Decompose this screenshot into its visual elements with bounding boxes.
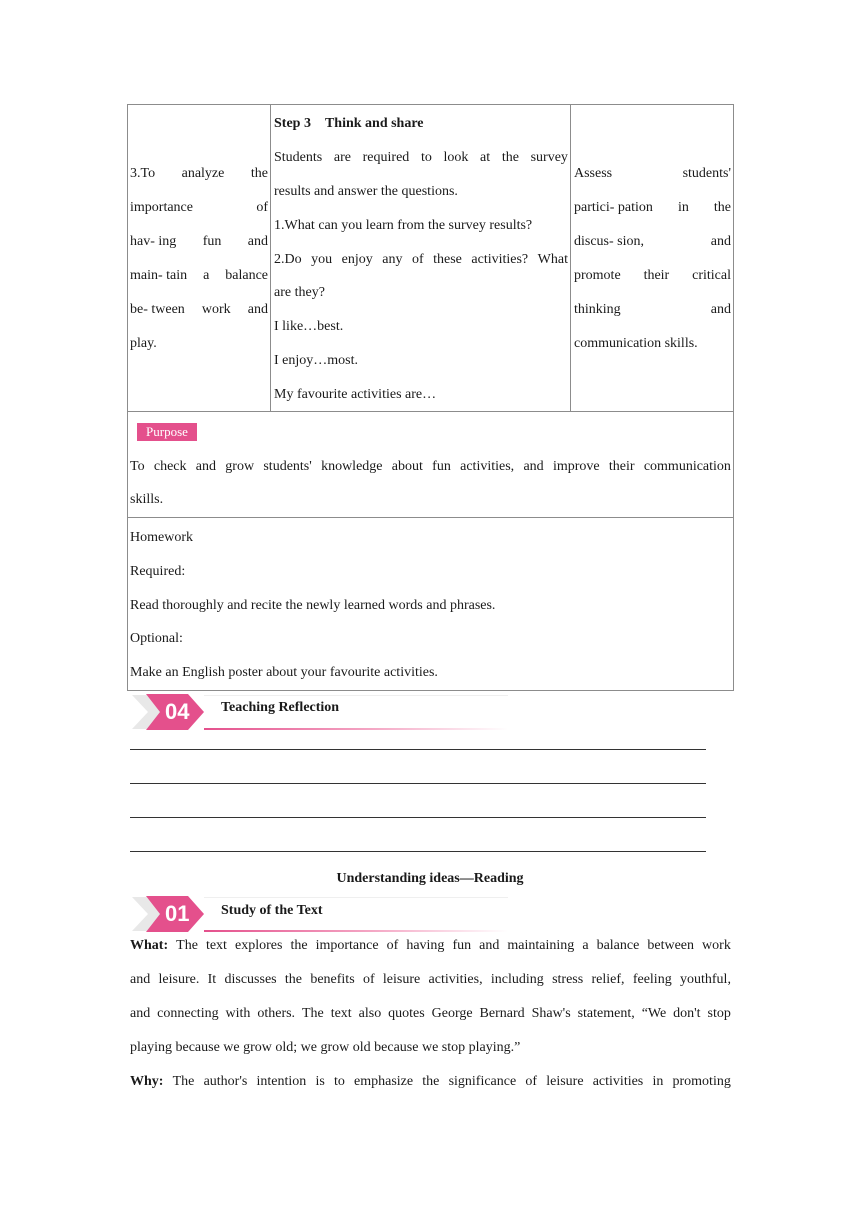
- word: of: [411, 252, 424, 267]
- word: discusses: [224, 972, 277, 987]
- word: of: [362, 972, 375, 987]
- why-line: [130, 1073, 731, 1091]
- purpose-line: [130, 458, 731, 476]
- word: a: [203, 268, 210, 283]
- word: and: [130, 1006, 151, 1021]
- word: importance: [130, 200, 193, 215]
- word: quotes: [388, 1006, 425, 1021]
- word: enjoy: [341, 252, 373, 267]
- objective-line: [130, 199, 268, 217]
- word: grow: [225, 459, 255, 474]
- assess-line: communication skills.: [574, 336, 698, 351]
- word: The: [176, 938, 198, 953]
- word: at: [480, 150, 491, 165]
- objective-line: play.: [130, 336, 157, 351]
- word: are: [333, 150, 351, 165]
- what-line: [130, 971, 731, 989]
- word: work: [201, 302, 231, 317]
- word: to: [420, 150, 432, 165]
- word: statement,: [577, 1006, 635, 1021]
- word: also: [358, 1006, 382, 1021]
- word: “We: [641, 1006, 667, 1021]
- word: work: [702, 938, 731, 953]
- word: relief,: [591, 972, 625, 987]
- homework-line: Make an English poster about your favourite activities.: [130, 665, 438, 680]
- word: balance: [225, 268, 268, 283]
- step-title: Step 3 Think and share: [274, 116, 424, 131]
- word: activities,: [428, 972, 483, 987]
- section-badge-study: [130, 895, 510, 933]
- word: analyze: [181, 166, 225, 181]
- word: fun: [452, 938, 472, 953]
- word: youthful,: [680, 972, 731, 987]
- word: partici‐ pation: [574, 200, 653, 215]
- word: to: [333, 1074, 345, 1089]
- word: the: [501, 150, 519, 165]
- word: The: [302, 1006, 324, 1021]
- word: knowledge: [321, 459, 383, 474]
- word: text: [205, 938, 227, 953]
- word: any: [382, 252, 403, 267]
- word: leisure: [382, 972, 421, 987]
- word: their: [608, 459, 635, 474]
- step-line: [274, 251, 568, 269]
- word: look: [443, 150, 469, 165]
- word: in: [652, 1074, 664, 1089]
- section-badge-reflection: [130, 693, 510, 731]
- word: between: [647, 938, 695, 953]
- reflection-blank-line: [130, 817, 706, 818]
- table-divider: [127, 517, 734, 518]
- word: stress: [552, 972, 584, 987]
- word: and: [523, 459, 544, 474]
- word: and: [130, 972, 151, 987]
- word: their: [643, 268, 670, 283]
- table-divider: [270, 104, 271, 412]
- reflection-blank-line: [130, 783, 706, 784]
- word: with: [225, 1006, 251, 1021]
- word: the: [290, 938, 308, 953]
- word: leisure: [546, 1074, 584, 1089]
- homework-line: Homework: [130, 530, 193, 545]
- word: fun: [432, 459, 451, 474]
- assess-line: [574, 267, 731, 285]
- word: in: [677, 200, 689, 215]
- reading-heading: Understanding ideas—Reading: [336, 871, 524, 886]
- table-divider: [570, 104, 571, 412]
- word: Bernard: [479, 1006, 525, 1021]
- assess-line: [574, 233, 731, 251]
- word: you: [311, 252, 333, 267]
- section-title: Teaching Reflection: [221, 700, 340, 715]
- word: connecting: [157, 1006, 219, 1021]
- word: feeling: [632, 972, 672, 987]
- word: of: [256, 200, 268, 215]
- assess-line: [574, 301, 731, 319]
- word: main‐ tain: [130, 268, 188, 283]
- step-line: 1.What can you learn from the survey results?: [274, 218, 533, 233]
- step-line: results and answer the questions.: [274, 184, 458, 199]
- what-line: [130, 1005, 731, 1023]
- word: students': [682, 166, 731, 181]
- section-number: 04: [165, 699, 190, 724]
- word: promote: [574, 268, 621, 283]
- word: It: [207, 972, 217, 987]
- word: importance: [315, 938, 379, 953]
- word: of: [525, 1074, 538, 1089]
- homework-line: Read thoroughly and recite the newly learned words and phrases.: [130, 598, 496, 613]
- objective-line: [130, 165, 268, 183]
- why-label: Why:: [130, 1074, 164, 1089]
- word: leisure.: [158, 972, 200, 987]
- word: Shaw's: [531, 1006, 571, 1021]
- word: the: [422, 1074, 440, 1089]
- word: and: [710, 302, 731, 317]
- section-number: 01: [165, 901, 190, 926]
- table-divider: [127, 411, 734, 412]
- word: balance: [596, 938, 640, 953]
- word: having: [406, 938, 445, 953]
- step-line: My favourite activities are…: [274, 387, 437, 402]
- word: communication: [643, 459, 731, 474]
- word: Students: [274, 150, 323, 165]
- word: George: [431, 1006, 473, 1021]
- word: promoting: [672, 1074, 731, 1089]
- word: activities,: [460, 459, 515, 474]
- objective-line: [130, 233, 268, 251]
- objective-line: [130, 267, 268, 285]
- word: What: [537, 252, 568, 267]
- assess-line: [574, 165, 731, 183]
- word: stop: [707, 1006, 731, 1021]
- word: discus‐ sion,: [574, 234, 644, 249]
- word: 2.Do: [274, 252, 302, 267]
- word: be‐ tween: [130, 302, 185, 317]
- word: The: [172, 1074, 195, 1089]
- word: don't: [673, 1006, 701, 1021]
- word: required: [362, 150, 410, 165]
- word: the: [713, 200, 731, 215]
- word: Assess: [574, 166, 613, 181]
- word: and: [710, 234, 731, 249]
- word: maintaining: [507, 938, 575, 953]
- word: intention: [256, 1074, 307, 1089]
- word: fun: [202, 234, 222, 249]
- step-line: [274, 149, 568, 167]
- purpose-line: skills.: [130, 492, 164, 507]
- assess-line: [574, 199, 731, 217]
- word: To: [130, 459, 145, 474]
- word: these: [433, 252, 462, 267]
- word: explores: [234, 938, 283, 953]
- what-line: [130, 937, 731, 955]
- word: and: [247, 302, 268, 317]
- word: 3.To: [130, 166, 156, 181]
- purpose-tag: Purpose: [137, 423, 197, 441]
- word: the: [250, 166, 268, 181]
- word: activities: [592, 1074, 644, 1089]
- homework-line: Required:: [130, 564, 186, 579]
- word: activities?: [471, 252, 529, 267]
- word: others.: [257, 1006, 296, 1021]
- what-label: What:: [130, 938, 169, 953]
- step-line: I enjoy…most.: [274, 353, 358, 368]
- word: author's: [203, 1074, 248, 1089]
- word: and: [195, 459, 217, 474]
- word: the: [284, 972, 303, 987]
- word: a: [582, 938, 589, 953]
- reflection-blank-line: [130, 749, 706, 750]
- word: and: [479, 938, 500, 953]
- word: including: [490, 972, 544, 987]
- word: check: [153, 459, 187, 474]
- word: students': [263, 459, 312, 474]
- word: about: [391, 459, 423, 474]
- section-title: Study of the Text: [221, 903, 323, 918]
- word: emphasize: [354, 1074, 414, 1089]
- word: critical: [692, 268, 731, 283]
- word: is: [315, 1074, 325, 1089]
- reflection-blank-line: [130, 851, 706, 852]
- word: thinking: [574, 302, 621, 317]
- word: hav‐ ing: [130, 234, 177, 249]
- step-line: I like…best.: [274, 319, 344, 334]
- word: of: [386, 938, 399, 953]
- word: improve: [552, 459, 600, 474]
- word: significance: [448, 1074, 517, 1089]
- homework-line: Optional:: [130, 631, 183, 646]
- step-line: are they?: [274, 285, 325, 300]
- word: text: [330, 1006, 352, 1021]
- what-line: playing because we grow old; we grow old because we stop playing.”: [130, 1040, 521, 1055]
- word: benefits: [310, 972, 355, 987]
- word: and: [247, 234, 268, 249]
- objective-line: [130, 301, 268, 319]
- word: survey: [530, 150, 568, 165]
